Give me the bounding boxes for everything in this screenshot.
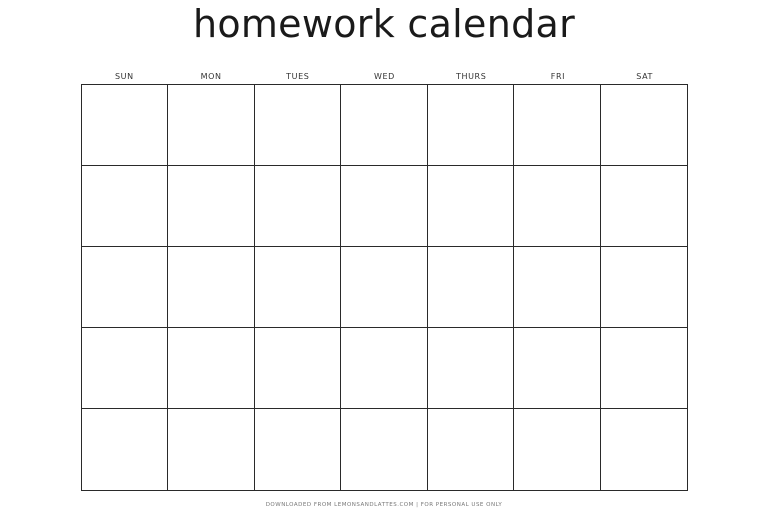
- calendar-day-cell: [168, 166, 254, 247]
- calendar-day-cell: [341, 247, 427, 328]
- weekday-header-row: [81, 71, 688, 83]
- calendar-day-cell: [601, 409, 687, 490]
- calendar-day-cell: [341, 166, 427, 247]
- calendar-day-cell: [168, 247, 254, 328]
- calendar-day-cell: [341, 85, 427, 166]
- calendar-day-cell: [168, 409, 254, 490]
- calendar-day-cell: [428, 85, 514, 166]
- calendar-day-cell: [428, 328, 514, 409]
- calendar-day-cell: [601, 247, 687, 328]
- calendar-day-cell: [341, 409, 427, 490]
- calendar-day-cell: [255, 409, 341, 490]
- calendar-day-cell: [255, 85, 341, 166]
- calendar-day-cell: [255, 328, 341, 409]
- weekday-thurs: THURS: [456, 72, 487, 81]
- calendar-day-cell: [168, 85, 254, 166]
- calendar-day-cell: [428, 166, 514, 247]
- calendar-day-cell: [255, 166, 341, 247]
- calendar-day-cell: [514, 85, 600, 166]
- calendar-day-cell: [82, 328, 168, 409]
- calendar-day-cell: [601, 85, 687, 166]
- calendar-day-cell: [255, 247, 341, 328]
- weekday-sun: SUN: [114, 72, 134, 81]
- calendar-day-cell: [514, 247, 600, 328]
- calendar-day-cell: [514, 409, 600, 490]
- calendar-day-cell: [514, 166, 600, 247]
- calendar-day-cell: [428, 247, 514, 328]
- calendar-grid: [81, 84, 688, 491]
- calendar-day-cell: [601, 166, 687, 247]
- weekday-tues: TUES: [286, 72, 310, 81]
- calendar-day-cell: [82, 409, 168, 490]
- footer-credit: DOWNLOADED FROM LEMONSANDLATTES.COM | FOR PERSONAL USE ONLY: [265, 502, 503, 508]
- calendar-day-cell: [82, 166, 168, 247]
- calendar-day-cell: [428, 409, 514, 490]
- calendar-day-cell: [82, 85, 168, 166]
- calendar-day-cell: [82, 247, 168, 328]
- weekday-sat: SAT: [636, 72, 654, 81]
- weekday-fri: FRI: [550, 72, 566, 81]
- calendar-day-cell: [341, 328, 427, 409]
- page-title: homework calendar: [192, 2, 576, 46]
- weekday-wed: WED: [374, 72, 395, 81]
- calendar-day-cell: [168, 328, 254, 409]
- calendar-day-cell: [601, 328, 687, 409]
- calendar-day-cell: [514, 328, 600, 409]
- weekday-mon: MON: [200, 72, 222, 81]
